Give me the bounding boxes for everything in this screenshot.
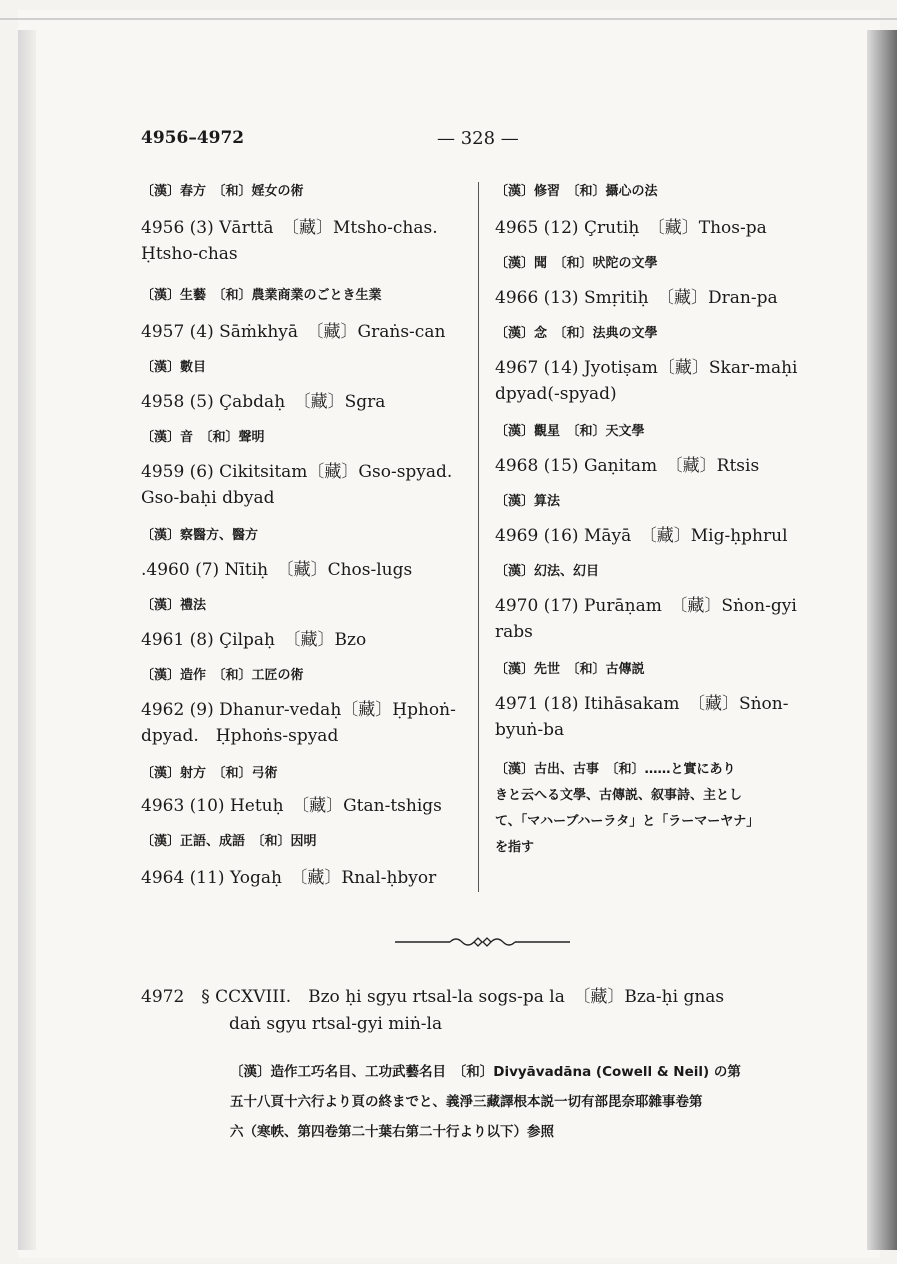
entry-line: 4958 (5) Çabdaḥ 〔藏〕Sgra bbox=[141, 392, 386, 412]
annotation-line: 〔漢〕念 〔和〕法典の文學 bbox=[495, 326, 658, 341]
annotation-line: 〔漢〕聞 〔和〕吠陀の文學 bbox=[495, 256, 658, 271]
entry-line: 4959 (6) Cikitsitam〔藏〕Gso-spyad. bbox=[141, 462, 453, 482]
section-ornament bbox=[395, 935, 570, 949]
entry-line: 4971 (18) Itihāsakam 〔藏〕Sṅon- bbox=[495, 694, 789, 714]
entry-line: byuṅ-ba bbox=[495, 720, 565, 740]
column-divider bbox=[478, 182, 479, 892]
note-line-3: 六（寒帙、第四卷第二十葉右第二十行より以下）参照 bbox=[230, 1124, 554, 1140]
entry-line: 4961 (8) Çilpaḥ 〔藏〕Bzo bbox=[141, 630, 367, 650]
note-line-1: 〔漢〕造作工巧名目、工功武藝名目 〔和〕Divyāvadāna (Cowell & Neil) の第 bbox=[230, 1064, 741, 1080]
annotation-line: 〔漢〕數目 bbox=[141, 360, 207, 375]
entry-line: rabs bbox=[495, 622, 533, 642]
annotation-line: 〔漢〕音 〔和〕聲明 bbox=[141, 430, 265, 445]
entry-line: .4960 (7) Nītiḥ 〔藏〕Chos-lugs bbox=[141, 560, 413, 580]
entry-line: dpyad. Ḥphoṅs-spyad bbox=[141, 726, 339, 746]
annotation-line: 〔漢〕察醫方、醫方 bbox=[141, 528, 259, 543]
entry-range: 4956–4972 bbox=[141, 128, 245, 148]
entry-line: 4965 (12) Çrutiḥ 〔藏〕Thos-pa bbox=[495, 218, 767, 238]
entry-line: 4957 (4) Sāṁkhyā 〔藏〕Graṅs-can bbox=[141, 322, 446, 342]
entry-line: 4963 (10) Hetuḥ 〔藏〕Gtan-tshigs bbox=[141, 796, 442, 816]
annotation-line: 〔漢〕古出、古事 〔和〕……と實にあり bbox=[495, 762, 736, 777]
annotation-line: 〔漢〕正語、成語 〔和〕因明 bbox=[141, 834, 317, 849]
annotation-line: て、「マハーブハーラタ」と「ラーマーヤナ」 bbox=[495, 814, 760, 829]
annotation-line: 〔漢〕修習 〔和〕攝心の法 bbox=[495, 184, 658, 199]
top-rule bbox=[0, 18, 897, 20]
note-line-2: 五十八頁十六行より頁の終までと、義淨三藏譯根本説一切有部毘奈耶雜事卷第 bbox=[230, 1094, 703, 1110]
annotation-line: 〔漢〕禮法 bbox=[141, 598, 207, 613]
page-number: — 328 — bbox=[437, 128, 519, 149]
annotation-line: 〔漢〕算法 bbox=[495, 494, 561, 509]
annotation-line: を指す bbox=[495, 840, 535, 855]
entry-line: 4969 (16) Māyā 〔藏〕Mig-ḥphrul bbox=[495, 526, 788, 546]
entry-line: dpyad(-spyad) bbox=[495, 384, 617, 404]
entry-line: 4967 (14) Jyotiṣam〔藏〕Skar-maḥi bbox=[495, 358, 798, 378]
annotation-line: 〔漢〕生藝 〔和〕農業商業のごとき生業 bbox=[141, 288, 382, 303]
entry-line: 4968 (15) Gaṇitam 〔藏〕Rtsis bbox=[495, 456, 760, 476]
annotation-line: 〔漢〕春方 〔和〕婬女の術 bbox=[141, 184, 304, 199]
entry-4972: 4972 § CCXVIII. Bzo ḥi sgyu rtsal-la sogs-pa la 〔藏〕Bza-ḥi gnas bbox=[141, 987, 725, 1007]
annotation-line: 〔漢〕幻法、幻目 bbox=[495, 564, 600, 579]
page-left-edge bbox=[18, 30, 36, 1250]
entry-line: 4956 (3) Vārttā 〔藏〕Mtsho-chas. bbox=[141, 218, 438, 238]
entry-line: 4962 (9) Dhanur-vedaḥ〔藏〕Ḥphoṅ- bbox=[141, 700, 456, 720]
annotation-line: きと云へる文學、古傳説、叙事詩、主とし bbox=[495, 788, 743, 803]
annotation-line: 〔漢〕射方 〔和〕弓術 bbox=[141, 766, 278, 781]
entry-line: 4970 (17) Purāṇam 〔藏〕Sṅon-gyi bbox=[495, 596, 797, 616]
page-right-edge bbox=[867, 30, 897, 1250]
annotation-line: 〔漢〕先世 〔和〕古傳説 bbox=[495, 662, 645, 677]
annotation-line: 〔漢〕觀星 〔和〕天文學 bbox=[495, 424, 645, 439]
entry-line: 4964 (11) Yogaḥ 〔藏〕Rnal-ḥbyor bbox=[141, 868, 437, 888]
entry-line: Gso-baḥi dbyad bbox=[141, 488, 275, 508]
entry-4972-cont: daṅ sgyu rtsal-gyi miṅ-la bbox=[229, 1014, 443, 1034]
annotation-line: 〔漢〕造作 〔和〕工匠の術 bbox=[141, 668, 304, 683]
entry-line: Ḥtsho-chas bbox=[141, 244, 238, 264]
entry-line: 4966 (13) Smṛitiḥ 〔藏〕Dran-pa bbox=[495, 288, 778, 308]
